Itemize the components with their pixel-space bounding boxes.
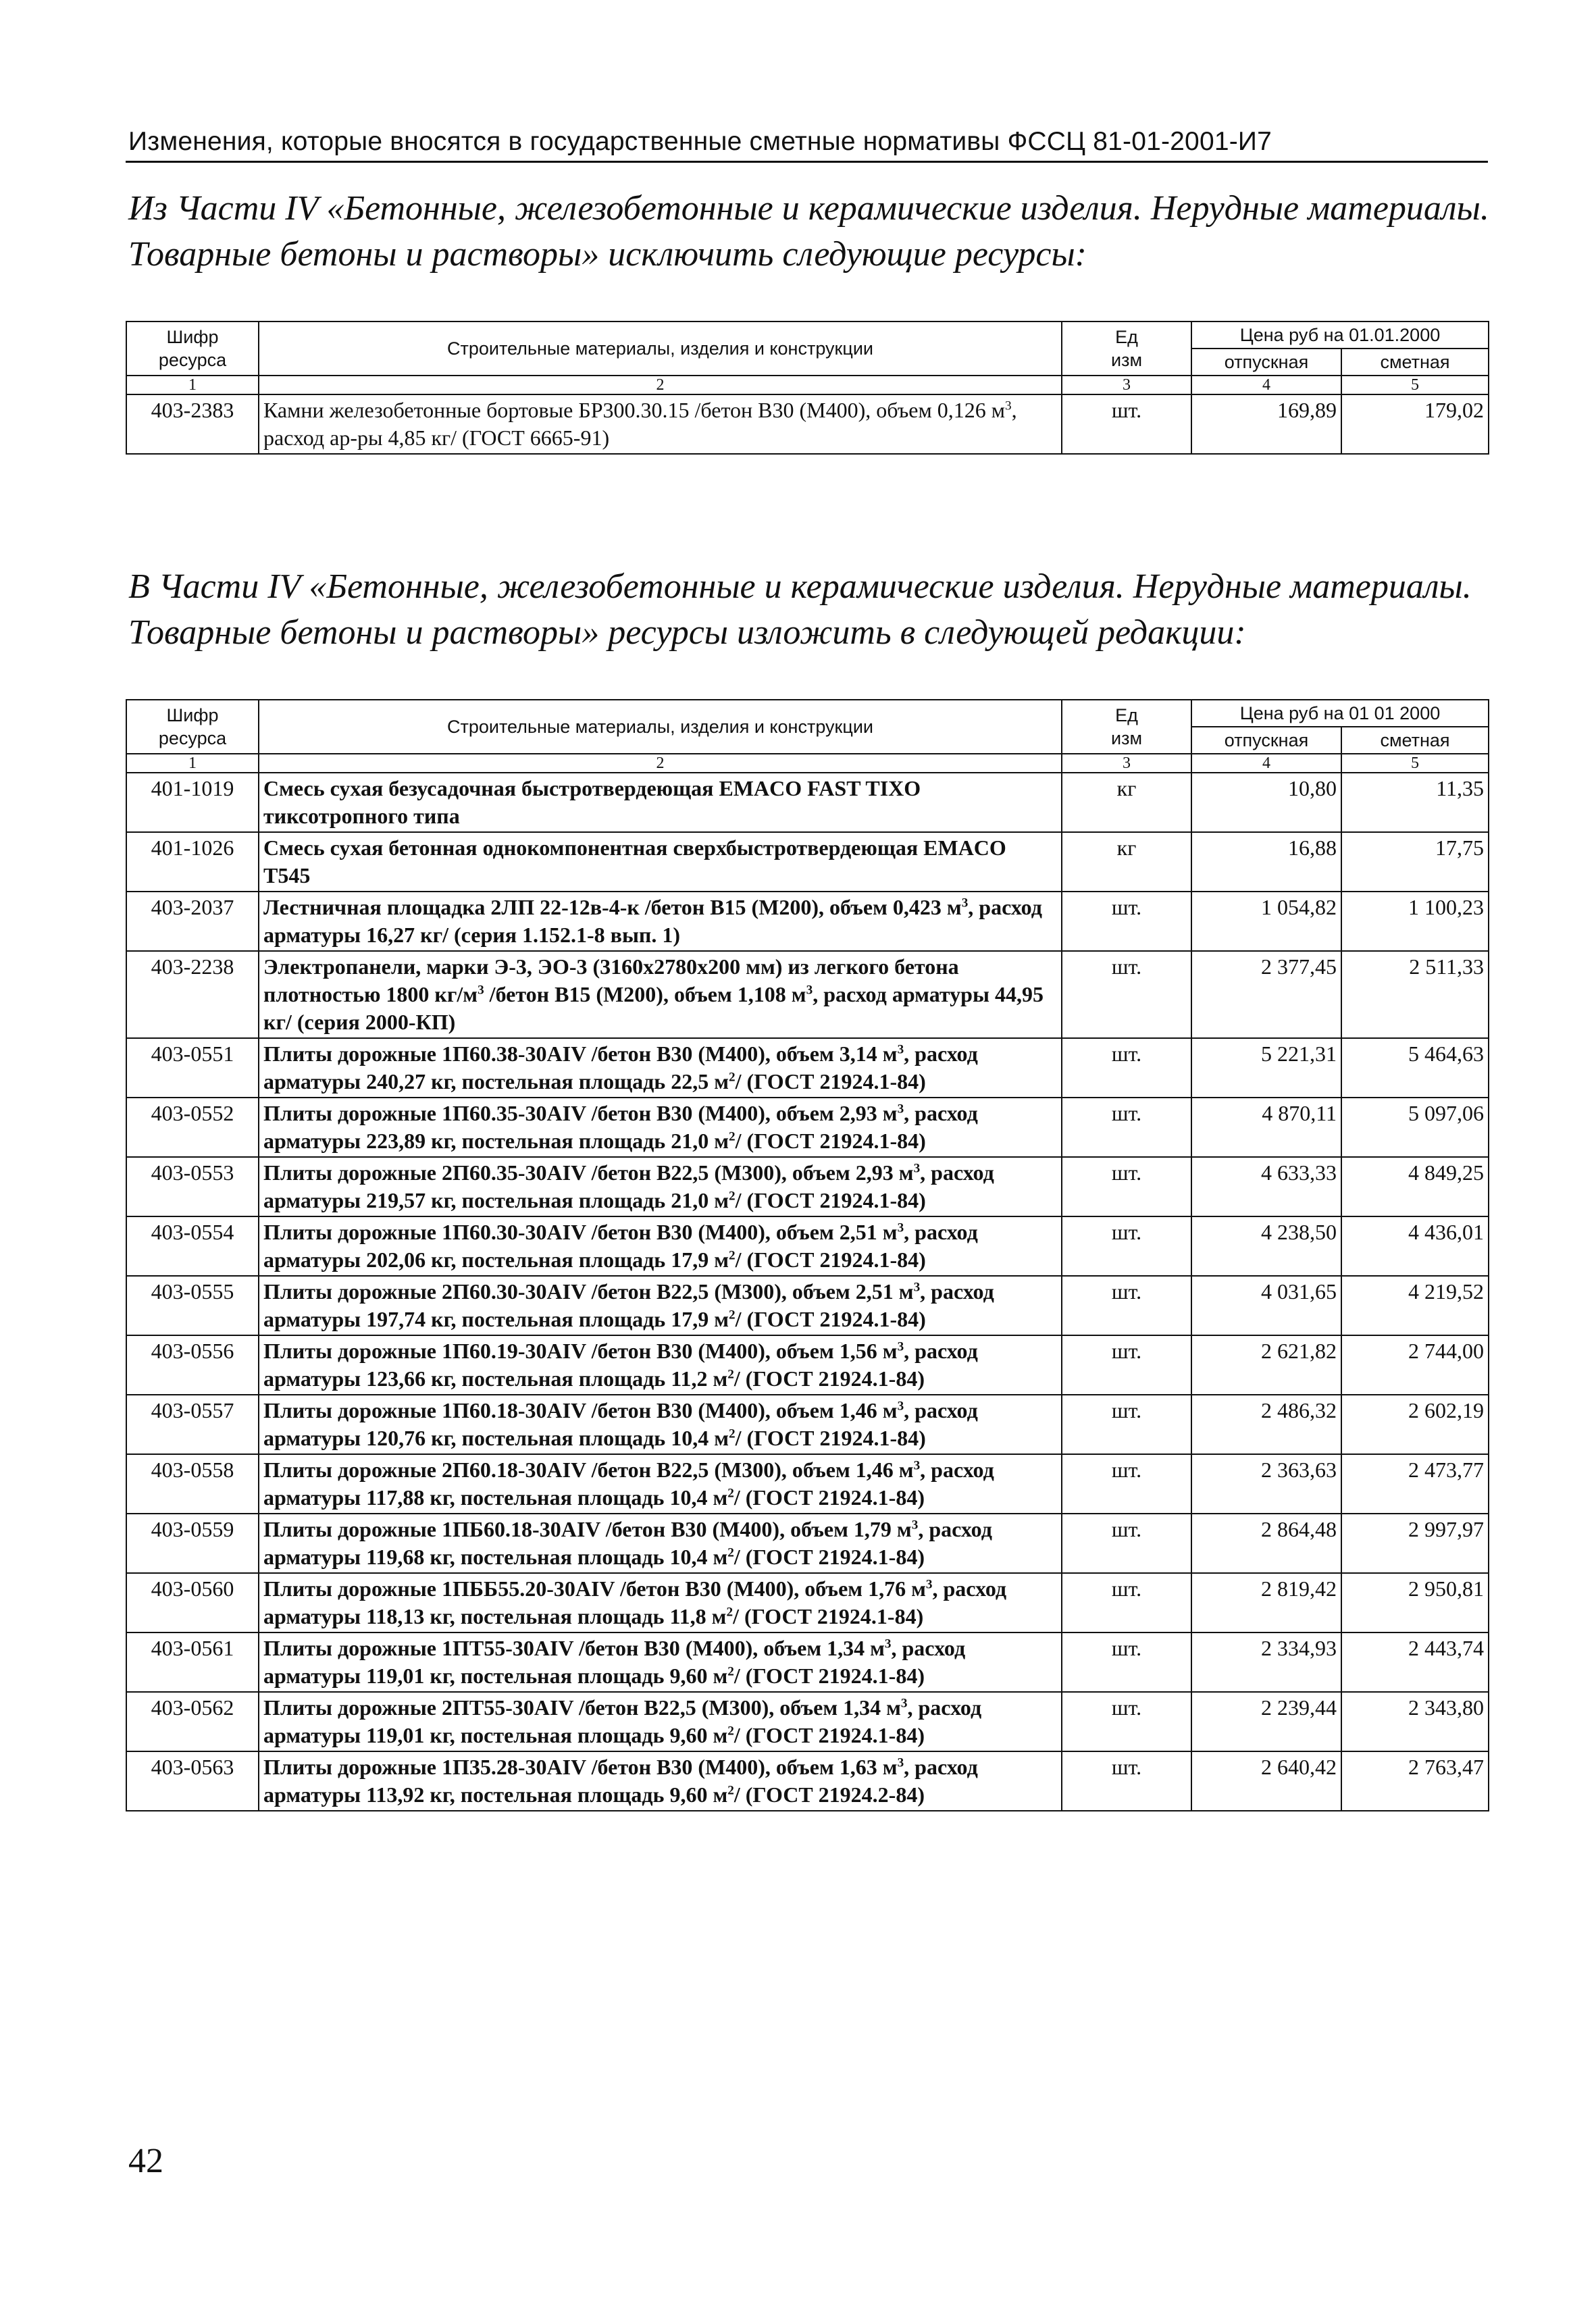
resource-unit: кг: [1062, 773, 1191, 832]
resource-unit: кг: [1062, 832, 1191, 892]
table-row: [126, 1038, 1489, 1098]
resource-code: 403-0553: [126, 1157, 259, 1216]
resource-code: 403-0554: [126, 1216, 259, 1276]
resource-description: Камни железобетонные бортовые БР300.30.15 /бетон В30 (М400), объем 0,126 $м^3$, расход ар-ры 4,85 кг/ (ГОСТ 6665-91): [259, 394, 1062, 454]
resource-unit: шт.: [1062, 1335, 1191, 1395]
page-number: 42: [128, 2142, 163, 2180]
price-release: 4 633,33: [1191, 1157, 1341, 1216]
resource-unit: шт.: [1062, 1454, 1191, 1514]
resource-code: 403-0557: [126, 1395, 259, 1454]
resource-description: Плиты дорожные 2П60.30-30AIV /бетон В22,5 (М300), объем 2,51 $м^3$, расход арматуры 197,74 кг, постельная площадь 17,9 $м^2/$ (ГОСТ 21924.1-84): [259, 1276, 1062, 1335]
header-price-estimate: сметная: [1341, 727, 1489, 754]
table-row: [126, 1157, 1489, 1216]
column-number: 2: [259, 754, 1062, 773]
table-row: [126, 1692, 1489, 1751]
price-estimate: 4 219,52: [1341, 1276, 1489, 1335]
price-estimate: 5 097,06: [1341, 1098, 1489, 1157]
resource-description: Плиты дорожные 1ПТ55-30AIV /бетон В30 (М400), объем 1,34 $м^3$, расход арматуры 119,01 кг, постельная площадь 9,60 $м^2/$ (ГОСТ 21924.1-84): [259, 1632, 1062, 1692]
table-row: [126, 1454, 1489, 1514]
resource-unit: шт.: [1062, 1216, 1191, 1276]
price-release: 169,89: [1191, 394, 1341, 454]
resource-description: Плиты дорожные 1ПББ55.20-30AIV /бетон В30 (М400), объем 1,76 $м^3$, расход арматуры 118,13 кг, постельная площадь 11,8 $м^2/$ (ГОСТ 21924.1-84): [259, 1573, 1062, 1632]
price-release: 2 334,93: [1191, 1632, 1341, 1692]
price-estimate: 4 436,01: [1341, 1216, 1489, 1276]
table-row: [126, 1276, 1489, 1335]
resource-unit: шт.: [1062, 1395, 1191, 1454]
table-row: [126, 1632, 1489, 1692]
resource-code: 403-2238: [126, 951, 259, 1038]
price-release: 4 238,50: [1191, 1216, 1341, 1276]
resource-description: Плиты дорожные 1П60.38-30AIV /бетон В30 (М400), объем 3,14 $м^3$, расход арматуры 240,27 кг, постельная площадь 22,5 $м^2/$ (ГОСТ 21924.1-84): [259, 1038, 1062, 1098]
table-row: [126, 1216, 1489, 1276]
resource-description: Электропанели, марки Э-3, ЭО-3 (3160х2780х200 мм) из легкого бетона плотностью 1800 $кг/м^3$ /бетон В15 (М200), объем 1,108 $м^3$, расход арматуры 44,95 кг/ (серия 2000-КП): [259, 951, 1062, 1038]
table-row: [126, 1395, 1489, 1454]
price-release: 2 819,42: [1191, 1573, 1341, 1632]
column-number: 4: [1191, 754, 1341, 773]
resource-description: Лестничная площадка 2ЛП 22-12в-4-к /бетон В15 (М200), объем 0,423 $м^3$, расход арматуры 16,27 кг/ (серия 1.152.1-8 вып. 1): [259, 892, 1062, 951]
resource-description: Плиты дорожные 1П60.35-30AIV /бетон В30 (М400), объем 2,93 $м^3$, расход арматуры 223,89 кг, постельная площадь 21,0 $м^2/$ (ГОСТ 21924.1-84): [259, 1098, 1062, 1157]
price-estimate: 2 744,00: [1341, 1335, 1489, 1395]
column-number: 5: [1341, 754, 1489, 773]
header-price-group: Цена руб на 01.01.2000: [1191, 322, 1489, 349]
price-release: 10,80: [1191, 773, 1341, 832]
header-description: Строительные материалы, изделия и конструкции: [259, 700, 1062, 754]
table-row: [126, 832, 1489, 892]
resource-unit: шт.: [1062, 1514, 1191, 1573]
price-estimate: 2 763,47: [1341, 1751, 1489, 1811]
resource-code: 403-0555: [126, 1276, 259, 1335]
header-code: Шифр ресурса: [126, 322, 259, 376]
section1-intro: [128, 186, 1499, 278]
resource-unit: шт.: [1062, 394, 1191, 454]
header-price-release: отпускная: [1191, 727, 1341, 754]
price-estimate: 11,35: [1341, 773, 1489, 832]
header-unit: Ед изм: [1062, 700, 1191, 754]
price-estimate: 179,02: [1341, 394, 1489, 454]
resource-unit: шт.: [1062, 1098, 1191, 1157]
header-rule: [126, 161, 1488, 163]
price-release: 4 870,11: [1191, 1098, 1341, 1157]
resource-unit: шт.: [1062, 892, 1191, 951]
table-row: [126, 773, 1489, 832]
resource-description: Плиты дорожные 1П35.28-30AIV /бетон В30 (М400), объем 1,63 $м^3$, расход арматуры 113,92 кг, постельная площадь 9,60 $м^2/$ (ГОСТ 21924.2-84): [259, 1751, 1062, 1811]
section2-intro: [128, 564, 1499, 656]
header-code: Шифр ресурса: [126, 700, 259, 754]
resource-code: 403-0561: [126, 1632, 259, 1692]
price-release: 2 640,42: [1191, 1751, 1341, 1811]
resource-unit: шт.: [1062, 1157, 1191, 1216]
column-number: 1: [126, 376, 259, 394]
price-estimate: 2 602,19: [1341, 1395, 1489, 1454]
resource-code: 401-1019: [126, 773, 259, 832]
resource-description: Смесь сухая бетонная однокомпонентная сверхбыстротвердеющая EMACO T545: [259, 832, 1062, 892]
resource-description: Плиты дорожные 2ПТ55-30AIV /бетон В22,5 (М300), объем 1,34 $м^3$, расход арматуры 119,01 кг, постельная площадь 9,60 $м^2/$ (ГОСТ 21924.1-84): [259, 1692, 1062, 1751]
section2-intro-line1: В Части IV «Бетонные, железобетонные и керамические изделия. Нерудные материалы.: [128, 567, 1472, 606]
resource-description: Плиты дорожные 2П60.18-30AIV /бетон В22,5 (М300), объем 1,46 $м^3$, расход арматуры 117,88 кг, постельная площадь 10,4 $м^2/$ (ГОСТ 21924.1-84): [259, 1454, 1062, 1514]
column-number: 3: [1062, 754, 1191, 773]
resource-description: Плиты дорожные 1П60.18-30AIV /бетон В30 (М400), объем 1,46 $м^3$, расход арматуры 120,76 кг, постельная площадь 10,4 $м^2/$ (ГОСТ 21924.1-84): [259, 1395, 1062, 1454]
price-estimate: 2 950,81: [1341, 1573, 1489, 1632]
price-release: 1 054,82: [1191, 892, 1341, 951]
price-estimate: 2 473,77: [1341, 1454, 1489, 1514]
resource-code: 403-2037: [126, 892, 259, 951]
resource-code: 403-0559: [126, 1514, 259, 1573]
resource-description: Плиты дорожные 1ПБ60.18-30AIV /бетон В30 (М400), объем 1,79 $м^3$, расход арматуры 119,68 кг, постельная площадь 10,4 $м^2/$ (ГОСТ 21924.1-84): [259, 1514, 1062, 1573]
price-estimate: 17,75: [1341, 832, 1489, 892]
resource-code: 403-0562: [126, 1692, 259, 1751]
table-row: [126, 892, 1489, 951]
price-estimate: 2 997,97: [1341, 1514, 1489, 1573]
price-release: 16,88: [1191, 832, 1341, 892]
resource-code: 403-0560: [126, 1573, 259, 1632]
resource-unit: шт.: [1062, 1038, 1191, 1098]
resource-code: 403-0558: [126, 1454, 259, 1514]
section2-intro-line2: Товарные бетоны и растворы» ресурсы изложить в следующей редакции:: [128, 613, 1246, 652]
resource-code: 401-1026: [126, 832, 259, 892]
resource-code: 403-0552: [126, 1098, 259, 1157]
header-description: Строительные материалы, изделия и конструкции: [259, 322, 1062, 376]
resource-unit: шт.: [1062, 951, 1191, 1038]
resource-unit: шт.: [1062, 1276, 1191, 1335]
price-estimate: 2 343,80: [1341, 1692, 1489, 1751]
price-estimate: 2 443,74: [1341, 1632, 1489, 1692]
column-number: 5: [1341, 376, 1489, 394]
header-price-group: Цена руб на 01 01 2000: [1191, 700, 1489, 727]
price-release: 5 221,31: [1191, 1038, 1341, 1098]
resource-code: 403-0563: [126, 1751, 259, 1811]
table-row: [126, 1751, 1489, 1811]
resource-unit: шт.: [1062, 1632, 1191, 1692]
table-row: [126, 1514, 1489, 1573]
header-unit: Ед изм: [1062, 322, 1191, 376]
column-number: 4: [1191, 376, 1341, 394]
price-release: 2 377,45: [1191, 951, 1341, 1038]
price-estimate: 4 849,25: [1341, 1157, 1489, 1216]
table-row: [126, 394, 1489, 454]
price-release: 2 363,63: [1191, 1454, 1341, 1514]
section1-intro-line1: Из Части IV «Бетонные, железобетонные и керамические изделия. Нерудные материалы.: [128, 189, 1489, 228]
table-row: [126, 1573, 1489, 1632]
resource-unit: шт.: [1062, 1692, 1191, 1751]
resource-unit: шт.: [1062, 1573, 1191, 1632]
price-release: 2 621,82: [1191, 1335, 1341, 1395]
resource-code: 403-0556: [126, 1335, 259, 1395]
section1-intro-line2: Товарные бетоны и растворы» исключить следующие ресурсы:: [128, 235, 1087, 274]
column-number: 2: [259, 376, 1062, 394]
resource-code: 403-0551: [126, 1038, 259, 1098]
price-release: 2 239,44: [1191, 1692, 1341, 1751]
resource-description: Плиты дорожные 1П60.19-30AIV /бетон В30 (М400), объем 1,56 $м^3$, расход арматуры 123,66 кг, постельная площадь 11,2 $м^2/$ (ГОСТ 21924.1-84): [259, 1335, 1062, 1395]
excluded-resources-table: [126, 321, 1489, 455]
resource-description: Плиты дорожные 1П60.30-30AIV /бетон В30 (М400), объем 2,51 $м^3$, расход арматуры 202,06 кг, постельная площадь 17,9 $м^2/$ (ГОСТ 21924.1-84): [259, 1216, 1062, 1276]
resource-code: 403-2383: [126, 394, 259, 454]
price-estimate: 1 100,23: [1341, 892, 1489, 951]
header-price-estimate: сметная: [1341, 349, 1489, 376]
running-header: Изменения, которые вносятся в государственные сметные нормативы ФССЦ 81-01-2001-И7: [128, 127, 1272, 156]
resource-unit: шт.: [1062, 1751, 1191, 1811]
price-estimate: 2 511,33: [1341, 951, 1489, 1038]
table-row: [126, 1098, 1489, 1157]
header-price-release: отпускная: [1191, 349, 1341, 376]
price-release: 2 864,48: [1191, 1514, 1341, 1573]
column-number: 1: [126, 754, 259, 773]
price-estimate: 5 464,63: [1341, 1038, 1489, 1098]
price-release: 4 031,65: [1191, 1276, 1341, 1335]
revised-resources-table: [126, 699, 1489, 1811]
table-row: [126, 1335, 1489, 1395]
price-release: 2 486,32: [1191, 1395, 1341, 1454]
column-number: 3: [1062, 376, 1191, 394]
resource-description: Плиты дорожные 2П60.35-30AIV /бетон В22,5 (М300), объем 2,93 $м^3$, расход арматуры 219,57 кг, постельная площадь 21,0 $м^2/$ (ГОСТ 21924.1-84): [259, 1157, 1062, 1216]
resource-description: Смесь сухая безусадочная быстротвердеющая EMACO FAST TIXO тиксотропного типа: [259, 773, 1062, 832]
table-row: [126, 951, 1489, 1038]
